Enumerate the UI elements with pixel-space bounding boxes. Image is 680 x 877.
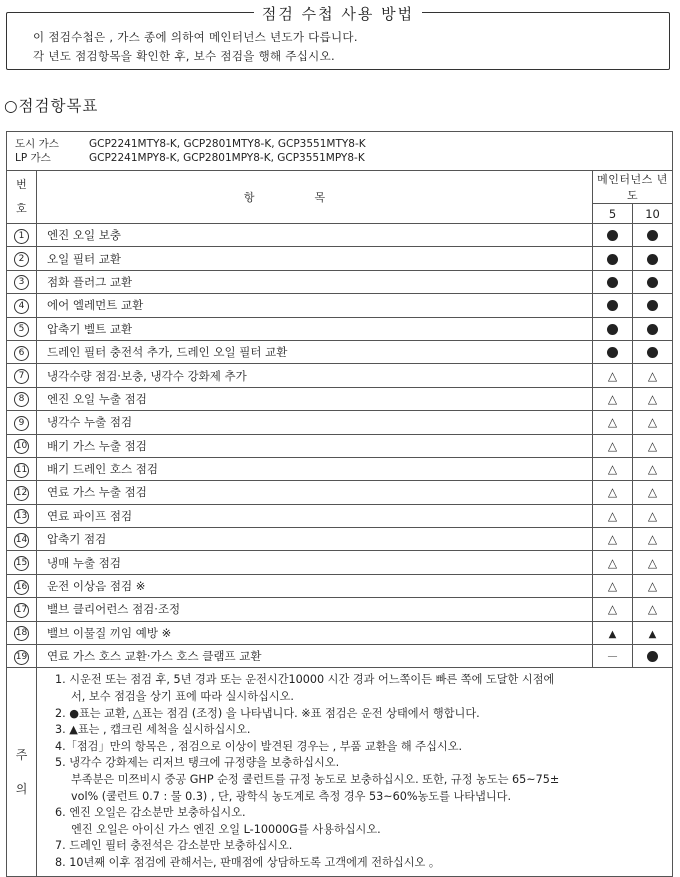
replace-dot-icon bbox=[607, 347, 618, 358]
item-label: 점화 플러그 교환 bbox=[37, 270, 593, 293]
item-year5-mark bbox=[593, 504, 633, 527]
section-title: ○점검항목표 bbox=[4, 97, 99, 115]
item-label: 밸브 클리어런스 점검·조정 bbox=[37, 598, 593, 621]
table-row bbox=[7, 504, 673, 527]
mark-symbol: － bbox=[606, 649, 619, 664]
item-year10-mark bbox=[633, 481, 673, 504]
usage-line-1: 이 점검수첩은 , 가스 종에 의하여 메인터넌스 년도가 다릅니다. bbox=[33, 30, 358, 44]
model-row-city-gas bbox=[15, 137, 664, 151]
item-year5-mark bbox=[593, 224, 633, 247]
circled-number: 15 bbox=[14, 556, 29, 571]
circled-number: 17 bbox=[14, 603, 29, 618]
note-line: 부족분은 미쯔비시 중공 GHP 순정 쿨런트를 규정 농도로 보충하십시오. 또한, 규정 농도는 65~75± bbox=[71, 772, 560, 786]
item-year5-mark bbox=[593, 551, 633, 574]
item-year5-mark bbox=[593, 598, 633, 621]
item-year10-mark bbox=[633, 598, 673, 621]
circled-number: 3 bbox=[14, 275, 29, 290]
note-line: 2. ●표는 교환, △표는 점검 (조정) 을 나타냅니다. ※표 점검은 운전 상태에서 행합니다. bbox=[55, 706, 480, 720]
replace-dot-icon bbox=[607, 277, 618, 288]
item-year10-mark bbox=[633, 434, 673, 457]
model-codes: GCP2241MTY8-K, GCP2801MTY8-K, GCP3551MTY8-K bbox=[89, 138, 366, 150]
item-label: 엔진 오일 누출 점검 bbox=[37, 387, 593, 410]
mark-symbol: △ bbox=[607, 532, 618, 547]
circled-number: 5 bbox=[14, 322, 29, 337]
item-year5-mark bbox=[593, 317, 633, 340]
item-year5-mark bbox=[593, 247, 633, 270]
circled-number: 9 bbox=[14, 416, 29, 431]
item-number bbox=[7, 270, 37, 293]
item-year10-mark bbox=[633, 340, 673, 363]
model-label: 도시 가스 bbox=[15, 138, 59, 150]
header-year-10: 10 bbox=[633, 204, 673, 224]
mark-symbol: △ bbox=[607, 368, 618, 383]
item-number bbox=[7, 528, 37, 551]
circled-number: 11 bbox=[14, 463, 29, 478]
item-label: 냉각수 누출 점검 bbox=[37, 411, 593, 434]
item-number bbox=[7, 247, 37, 270]
item-number bbox=[7, 574, 37, 597]
item-label: 엔진 오일 보충 bbox=[37, 224, 593, 247]
mark-symbol: △ bbox=[607, 438, 618, 453]
item-year10-mark bbox=[633, 247, 673, 270]
replace-dot-icon bbox=[647, 324, 658, 335]
item-number bbox=[7, 224, 37, 247]
item-number bbox=[7, 551, 37, 574]
item-year5-mark bbox=[593, 434, 633, 457]
note-line: 5. 냉각수 강화제는 리저브 탱크에 규정량을 보충하십시오. bbox=[55, 756, 340, 770]
note-line: 서, 보수 점검을 상기 표에 따라 실시하십시오. bbox=[71, 690, 294, 704]
item-year10-mark bbox=[633, 387, 673, 410]
replace-dot-icon bbox=[647, 277, 658, 288]
item-year5-mark bbox=[593, 528, 633, 551]
item-label: 연료 가스 호스 교환·가스 호스 클램프 교환 bbox=[37, 645, 593, 668]
header-year-5: 5 bbox=[593, 204, 633, 224]
mark-symbol: △ bbox=[647, 508, 658, 523]
item-label: 드레인 필터 충전석 추가, 드레인 오일 필터 교환 bbox=[37, 340, 593, 363]
item-year5-mark bbox=[593, 481, 633, 504]
header-number-top: 번 bbox=[16, 178, 27, 191]
notes-heading-bottom: 의 bbox=[15, 781, 28, 796]
circled-number: 12 bbox=[14, 486, 29, 501]
usage-title: 점검 수첩 사용 방법 bbox=[254, 5, 422, 23]
mark-symbol: △ bbox=[607, 391, 618, 406]
item-year10-mark bbox=[633, 504, 673, 527]
circled-number: 10 bbox=[14, 439, 29, 454]
item-year5-mark bbox=[593, 457, 633, 480]
item-year10-mark bbox=[633, 317, 673, 340]
item-year5-mark bbox=[593, 364, 633, 387]
notes-content bbox=[37, 668, 673, 876]
note-line: vol% (쿨런트 0.7 : 물 0.3) , 단, 광학식 농도계로 측정 경우 53~60%농도를 나타냅니다. bbox=[71, 789, 512, 803]
mark-symbol: △ bbox=[647, 485, 658, 500]
mark-symbol: △ bbox=[607, 415, 618, 430]
replace-dot-icon bbox=[647, 300, 658, 311]
item-label: 배기 드레인 호스 점검 bbox=[37, 457, 593, 480]
item-year5-mark bbox=[593, 621, 633, 644]
note-line: 1. 시운전 또는 점검 후, 5년 경과 또는 운전시간10000 시간 경과 어느쪽이든 빠른 쪽에 도달한 시점에 bbox=[55, 673, 555, 687]
item-label: 압축기 점검 bbox=[37, 528, 593, 551]
table-row bbox=[7, 317, 673, 340]
circled-number: 13 bbox=[14, 509, 29, 524]
table-row bbox=[7, 224, 673, 247]
item-number bbox=[7, 411, 37, 434]
inspection-table bbox=[6, 131, 673, 877]
notes-heading-top: 주 bbox=[15, 747, 28, 762]
mark-symbol: △ bbox=[647, 462, 658, 477]
filled-triangle-icon: ▲ bbox=[608, 628, 617, 640]
header-number-bottom: 호 bbox=[16, 202, 27, 215]
table-row bbox=[7, 621, 673, 644]
item-year10-mark bbox=[633, 411, 673, 434]
replace-dot-icon bbox=[647, 230, 658, 241]
filled-triangle-icon: ▲ bbox=[648, 628, 657, 640]
item-number bbox=[7, 317, 37, 340]
item-year10-mark bbox=[633, 270, 673, 293]
mark-symbol: △ bbox=[607, 579, 618, 594]
replace-dot-icon bbox=[647, 347, 658, 358]
mark-symbol: △ bbox=[607, 555, 618, 570]
header-item: 항목 bbox=[37, 171, 593, 224]
usage-title-wrap bbox=[7, 3, 669, 24]
circled-number: 6 bbox=[14, 346, 29, 361]
mark-symbol: △ bbox=[647, 555, 658, 570]
note-line: 7. 드레인 필터 충전석은 감소분만 보충하십시오. bbox=[55, 839, 293, 853]
usage-instructions-box bbox=[6, 5, 670, 70]
replace-dot-icon bbox=[647, 651, 658, 662]
circled-number: 4 bbox=[14, 299, 29, 314]
item-year5-mark bbox=[593, 645, 633, 668]
item-year10-mark bbox=[633, 574, 673, 597]
note-line: 엔진 오일은 아이신 가스 엔진 오일 L-10000G를 사용하십시오. bbox=[71, 822, 381, 836]
item-number bbox=[7, 340, 37, 363]
note-line: 4.「점검」만의 항목은 , 점검으로 이상이 발견된 경우는 , 부품 교환을 해 주십시오. bbox=[55, 739, 463, 753]
note-line: 3. ▲표는 , 캡크린 세척을 실시하십시오. bbox=[55, 723, 251, 737]
item-year5-mark bbox=[593, 340, 633, 363]
item-label: 운전 이상음 점검 ※ bbox=[37, 574, 593, 597]
table-row bbox=[7, 387, 673, 410]
mark-symbol: △ bbox=[647, 415, 658, 430]
mark-symbol: △ bbox=[647, 579, 658, 594]
note-line: 6. 엔진 오일은 감소분만 보충하십시오. bbox=[55, 806, 246, 820]
table-row bbox=[7, 247, 673, 270]
item-number bbox=[7, 364, 37, 387]
table-row bbox=[7, 598, 673, 621]
circled-number: 1 bbox=[14, 229, 29, 244]
table-row bbox=[7, 434, 673, 457]
circled-number: 8 bbox=[14, 392, 29, 407]
item-year10-mark bbox=[633, 645, 673, 668]
item-number bbox=[7, 598, 37, 621]
item-label: 냉매 누출 점검 bbox=[37, 551, 593, 574]
table-row bbox=[7, 528, 673, 551]
notes-heading bbox=[7, 668, 37, 876]
item-year10-mark bbox=[633, 294, 673, 317]
circled-number: 16 bbox=[14, 580, 29, 595]
item-year5-mark bbox=[593, 411, 633, 434]
replace-dot-icon bbox=[607, 300, 618, 311]
item-number bbox=[7, 645, 37, 668]
item-year5-mark bbox=[593, 294, 633, 317]
item-number bbox=[7, 621, 37, 644]
replace-dot-icon bbox=[607, 230, 618, 241]
header-number bbox=[7, 171, 37, 224]
item-year10-mark bbox=[633, 364, 673, 387]
replace-dot-icon bbox=[607, 324, 618, 335]
item-label: 압축기 벨트 교환 bbox=[37, 317, 593, 340]
mark-symbol: △ bbox=[647, 532, 658, 547]
notes-row bbox=[7, 668, 673, 876]
replace-dot-icon bbox=[607, 254, 618, 265]
mark-symbol: △ bbox=[647, 602, 658, 617]
table-row bbox=[7, 364, 673, 387]
table-row bbox=[7, 270, 673, 293]
item-year5-mark bbox=[593, 270, 633, 293]
item-label: 밸브 이물질 끼임 예방 ※ bbox=[37, 621, 593, 644]
item-label: 연료 가스 누출 점검 bbox=[37, 481, 593, 504]
mark-symbol: △ bbox=[647, 438, 658, 453]
circled-number: 19 bbox=[14, 650, 29, 665]
item-number bbox=[7, 387, 37, 410]
item-year10-mark bbox=[633, 621, 673, 644]
item-year10-mark bbox=[633, 224, 673, 247]
item-year10-mark bbox=[633, 528, 673, 551]
model-label: LP 가스 bbox=[15, 152, 51, 164]
circled-number: 2 bbox=[14, 252, 29, 267]
replace-dot-icon bbox=[647, 254, 658, 265]
item-number bbox=[7, 457, 37, 480]
item-number bbox=[7, 481, 37, 504]
model-list bbox=[7, 132, 673, 171]
table-row bbox=[7, 481, 673, 504]
item-year5-mark bbox=[593, 387, 633, 410]
table-row bbox=[7, 574, 673, 597]
mark-symbol: △ bbox=[607, 485, 618, 500]
item-label: 오일 필터 교환 bbox=[37, 247, 593, 270]
item-year10-mark bbox=[633, 551, 673, 574]
table-row bbox=[7, 340, 673, 363]
mark-symbol: △ bbox=[647, 368, 658, 383]
usage-line-2: 각 년도 점검항목을 확인한 후, 보수 점검을 행해 주십시오. bbox=[33, 49, 335, 63]
circled-number: 18 bbox=[14, 626, 29, 641]
item-number bbox=[7, 294, 37, 317]
circled-number: 14 bbox=[14, 533, 29, 548]
model-row-lp-gas bbox=[15, 151, 664, 165]
item-number bbox=[7, 504, 37, 527]
item-label: 연료 파이프 점검 bbox=[37, 504, 593, 527]
mark-symbol: △ bbox=[647, 391, 658, 406]
table-row bbox=[7, 551, 673, 574]
mark-symbol: △ bbox=[607, 602, 618, 617]
mark-symbol: △ bbox=[607, 462, 618, 477]
table-row bbox=[7, 294, 673, 317]
table-row bbox=[7, 645, 673, 668]
model-codes: GCP2241MPY8-K, GCP2801MPY8-K, GCP3551MPY8-K bbox=[89, 152, 365, 164]
item-label: 에어 엘레먼트 교환 bbox=[37, 294, 593, 317]
circled-number: 7 bbox=[14, 369, 29, 384]
note-line: 8. 10년째 이후 점검에 관해서는, 판매점에 상담하도록 고객에게 전하십시오 。 bbox=[55, 855, 441, 869]
item-year5-mark bbox=[593, 574, 633, 597]
item-number bbox=[7, 434, 37, 457]
header-maintenance-year: 메인터넌스 년도 bbox=[593, 171, 673, 204]
item-year10-mark bbox=[633, 457, 673, 480]
table-row bbox=[7, 411, 673, 434]
mark-symbol: △ bbox=[607, 508, 618, 523]
item-label: 냉각수량 점검·보충, 냉각수 강화제 추가 bbox=[37, 364, 593, 387]
item-label: 배기 가스 누출 점검 bbox=[37, 434, 593, 457]
table-row bbox=[7, 457, 673, 480]
